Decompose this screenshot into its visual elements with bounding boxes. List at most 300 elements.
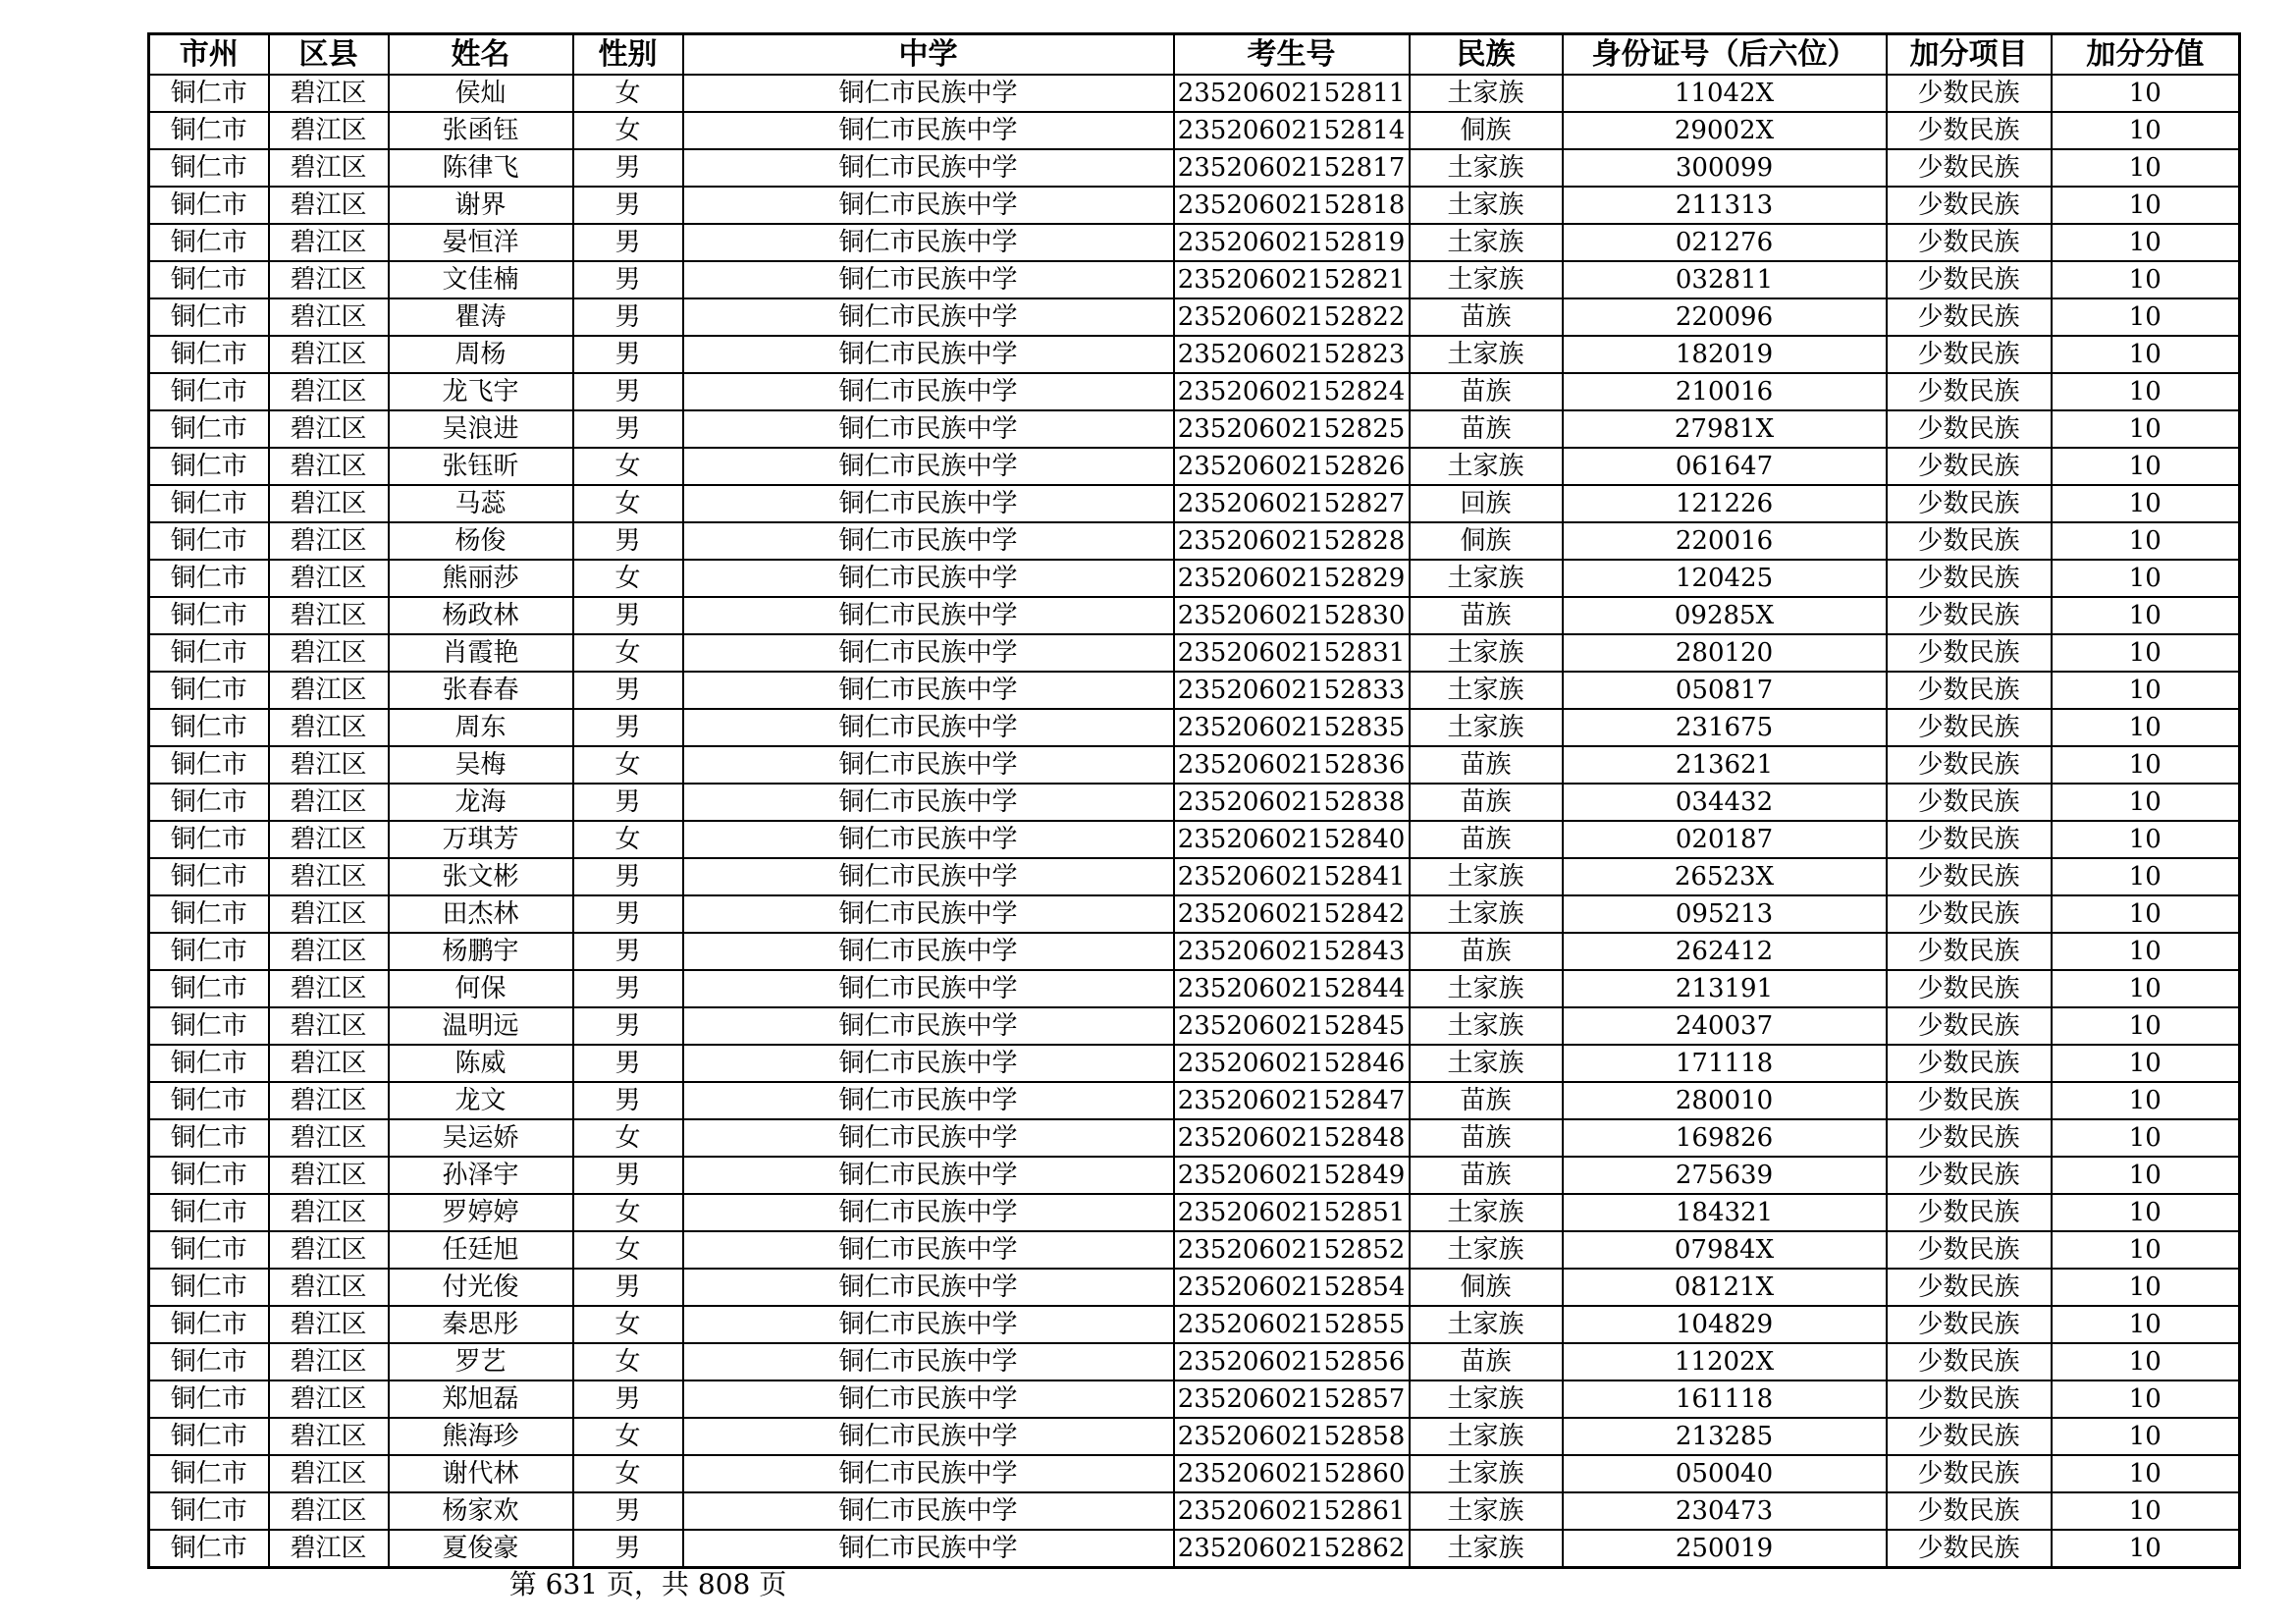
cell-district: 碧江区 bbox=[269, 1455, 389, 1492]
cell-bonus-item: 少数民族 bbox=[1887, 1380, 2052, 1418]
cell-city: 铜仁市 bbox=[149, 597, 269, 634]
cell-bonus-value: 10 bbox=[2052, 485, 2240, 522]
cell-bonus-value: 10 bbox=[2052, 1194, 2240, 1231]
cell-id-last-six: 240037 bbox=[1563, 1007, 1887, 1045]
cell-name: 杨家欢 bbox=[389, 1492, 573, 1530]
cell-name: 张函钰 bbox=[389, 112, 573, 149]
header-bonus-item: 加分项目 bbox=[1887, 34, 2052, 76]
cell-ethnicity: 苗族 bbox=[1410, 373, 1563, 410]
cell-district: 碧江区 bbox=[269, 187, 389, 224]
cell-exam-number: 23520602152818 bbox=[1174, 187, 1410, 224]
cell-gender: 男 bbox=[573, 1269, 683, 1306]
table-row bbox=[149, 1119, 2240, 1157]
table-row bbox=[149, 1007, 2240, 1045]
cell-ethnicity: 侗族 bbox=[1410, 1269, 1563, 1306]
table-row bbox=[149, 1157, 2240, 1194]
cell-bonus-item: 少数民族 bbox=[1887, 1157, 2052, 1194]
cell-bonus-value: 10 bbox=[2052, 1455, 2240, 1492]
cell-bonus-item: 少数民族 bbox=[1887, 410, 2052, 448]
table-row bbox=[149, 970, 2240, 1007]
table-row bbox=[149, 933, 2240, 970]
cell-exam-number: 23520602152831 bbox=[1174, 634, 1410, 672]
cell-city: 铜仁市 bbox=[149, 1231, 269, 1269]
cell-city: 铜仁市 bbox=[149, 1492, 269, 1530]
cell-city: 铜仁市 bbox=[149, 746, 269, 784]
cell-exam-number: 23520602152860 bbox=[1174, 1455, 1410, 1492]
table-row bbox=[149, 448, 2240, 485]
cell-id-last-six: 08121X bbox=[1563, 1269, 1887, 1306]
cell-gender: 男 bbox=[573, 784, 683, 821]
cell-name: 陈威 bbox=[389, 1045, 573, 1082]
cell-id-last-six: 161118 bbox=[1563, 1380, 1887, 1418]
cell-school: 铜仁市民族中学 bbox=[683, 858, 1174, 895]
cell-school: 铜仁市民族中学 bbox=[683, 1119, 1174, 1157]
cell-name: 龙文 bbox=[389, 1082, 573, 1119]
cell-bonus-value: 10 bbox=[2052, 1418, 2240, 1455]
cell-school: 铜仁市民族中学 bbox=[683, 1306, 1174, 1343]
cell-name: 任廷旭 bbox=[389, 1231, 573, 1269]
cell-city: 铜仁市 bbox=[149, 709, 269, 746]
cell-city: 铜仁市 bbox=[149, 410, 269, 448]
table-row bbox=[149, 746, 2240, 784]
cell-district: 碧江区 bbox=[269, 149, 389, 187]
cell-id-last-six: 220016 bbox=[1563, 522, 1887, 560]
cell-bonus-item: 少数民族 bbox=[1887, 597, 2052, 634]
cell-bonus-value: 10 bbox=[2052, 746, 2240, 784]
cell-bonus-value: 10 bbox=[2052, 560, 2240, 597]
table-row bbox=[149, 560, 2240, 597]
cell-bonus-value: 10 bbox=[2052, 970, 2240, 1007]
cell-bonus-item: 少数民族 bbox=[1887, 373, 2052, 410]
cell-bonus-item: 少数民族 bbox=[1887, 75, 2052, 112]
cell-ethnicity: 土家族 bbox=[1410, 149, 1563, 187]
cell-id-last-six: 210016 bbox=[1563, 373, 1887, 410]
cell-ethnicity: 土家族 bbox=[1410, 1455, 1563, 1492]
cell-bonus-value: 10 bbox=[2052, 187, 2240, 224]
cell-ethnicity: 土家族 bbox=[1410, 634, 1563, 672]
cell-district: 碧江区 bbox=[269, 560, 389, 597]
cell-ethnicity: 土家族 bbox=[1410, 560, 1563, 597]
cell-ethnicity: 苗族 bbox=[1410, 1343, 1563, 1380]
cell-bonus-value: 10 bbox=[2052, 373, 2240, 410]
cell-district: 碧江区 bbox=[269, 784, 389, 821]
cell-bonus-item: 少数民族 bbox=[1887, 784, 2052, 821]
cell-city: 铜仁市 bbox=[149, 1343, 269, 1380]
table-row bbox=[149, 1418, 2240, 1455]
cell-bonus-value: 10 bbox=[2052, 75, 2240, 112]
cell-exam-number: 23520602152833 bbox=[1174, 672, 1410, 709]
cell-gender: 男 bbox=[573, 1045, 683, 1082]
table-body bbox=[149, 75, 2240, 1568]
cell-ethnicity: 苗族 bbox=[1410, 933, 1563, 970]
cell-name: 温明远 bbox=[389, 1007, 573, 1045]
cell-ethnicity: 苗族 bbox=[1410, 746, 1563, 784]
cell-ethnicity: 侗族 bbox=[1410, 522, 1563, 560]
cell-city: 铜仁市 bbox=[149, 1045, 269, 1082]
cell-gender: 男 bbox=[573, 298, 683, 336]
cell-district: 碧江区 bbox=[269, 1045, 389, 1082]
cell-ethnicity: 苗族 bbox=[1410, 298, 1563, 336]
cell-school: 铜仁市民族中学 bbox=[683, 1082, 1174, 1119]
cell-gender: 女 bbox=[573, 1343, 683, 1380]
cell-gender: 男 bbox=[573, 224, 683, 261]
cell-id-last-six: 050817 bbox=[1563, 672, 1887, 709]
cell-school: 铜仁市民族中学 bbox=[683, 112, 1174, 149]
cell-bonus-value: 10 bbox=[2052, 1306, 2240, 1343]
cell-school: 铜仁市民族中学 bbox=[683, 75, 1174, 112]
cell-gender: 男 bbox=[573, 261, 683, 298]
header-bonus-value: 加分分值 bbox=[2052, 34, 2240, 76]
cell-name: 罗婷婷 bbox=[389, 1194, 573, 1231]
cell-name: 张钰昕 bbox=[389, 448, 573, 485]
cell-district: 碧江区 bbox=[269, 485, 389, 522]
cell-school: 铜仁市民族中学 bbox=[683, 410, 1174, 448]
cell-gender: 男 bbox=[573, 895, 683, 933]
cell-id-last-six: 104829 bbox=[1563, 1306, 1887, 1343]
cell-bonus-item: 少数民族 bbox=[1887, 970, 2052, 1007]
cell-school: 铜仁市民族中学 bbox=[683, 1343, 1174, 1380]
cell-name: 马蕊 bbox=[389, 485, 573, 522]
cell-ethnicity: 土家族 bbox=[1410, 970, 1563, 1007]
table-row bbox=[149, 1492, 2240, 1530]
cell-bonus-value: 10 bbox=[2052, 224, 2240, 261]
cell-city: 铜仁市 bbox=[149, 448, 269, 485]
cell-bonus-item: 少数民族 bbox=[1887, 1045, 2052, 1082]
cell-bonus-item: 少数民族 bbox=[1887, 522, 2052, 560]
header-exam-number: 考生号 bbox=[1174, 34, 1410, 76]
cell-city: 铜仁市 bbox=[149, 112, 269, 149]
cell-district: 碧江区 bbox=[269, 597, 389, 634]
cell-bonus-value: 10 bbox=[2052, 709, 2240, 746]
cell-district: 碧江区 bbox=[269, 336, 389, 373]
cell-city: 铜仁市 bbox=[149, 560, 269, 597]
cell-bonus-item: 少数民族 bbox=[1887, 298, 2052, 336]
table-row bbox=[149, 709, 2240, 746]
cell-gender: 男 bbox=[573, 597, 683, 634]
cell-ethnicity: 土家族 bbox=[1410, 448, 1563, 485]
cell-gender: 男 bbox=[573, 1082, 683, 1119]
cell-name: 杨鹏宇 bbox=[389, 933, 573, 970]
cell-district: 碧江区 bbox=[269, 1530, 389, 1568]
cell-ethnicity: 土家族 bbox=[1410, 1530, 1563, 1568]
cell-name: 孙泽宇 bbox=[389, 1157, 573, 1194]
cell-district: 碧江区 bbox=[269, 709, 389, 746]
cell-gender: 男 bbox=[573, 1157, 683, 1194]
cell-city: 铜仁市 bbox=[149, 187, 269, 224]
cell-bonus-value: 10 bbox=[2052, 858, 2240, 895]
cell-exam-number: 23520602152852 bbox=[1174, 1231, 1410, 1269]
cell-exam-number: 23520602152841 bbox=[1174, 858, 1410, 895]
cell-bonus-value: 10 bbox=[2052, 1380, 2240, 1418]
cell-city: 铜仁市 bbox=[149, 933, 269, 970]
cell-bonus-value: 10 bbox=[2052, 410, 2240, 448]
cell-exam-number: 23520602152821 bbox=[1174, 261, 1410, 298]
cell-city: 铜仁市 bbox=[149, 149, 269, 187]
table-row bbox=[149, 336, 2240, 373]
cell-name: 周东 bbox=[389, 709, 573, 746]
cell-city: 铜仁市 bbox=[149, 224, 269, 261]
cell-school: 铜仁市民族中学 bbox=[683, 1492, 1174, 1530]
cell-gender: 男 bbox=[573, 1530, 683, 1568]
cell-city: 铜仁市 bbox=[149, 298, 269, 336]
cell-exam-number: 23520602152848 bbox=[1174, 1119, 1410, 1157]
cell-district: 碧江区 bbox=[269, 1418, 389, 1455]
cell-bonus-item: 少数民族 bbox=[1887, 746, 2052, 784]
cell-exam-number: 23520602152830 bbox=[1174, 597, 1410, 634]
cell-city: 铜仁市 bbox=[149, 1455, 269, 1492]
cell-city: 铜仁市 bbox=[149, 336, 269, 373]
cell-name: 瞿涛 bbox=[389, 298, 573, 336]
cell-ethnicity: 回族 bbox=[1410, 485, 1563, 522]
cell-exam-number: 23520602152822 bbox=[1174, 298, 1410, 336]
cell-district: 碧江区 bbox=[269, 224, 389, 261]
cell-district: 碧江区 bbox=[269, 895, 389, 933]
cell-district: 碧江区 bbox=[269, 75, 389, 112]
cell-bonus-item: 少数民族 bbox=[1887, 149, 2052, 187]
cell-bonus-value: 10 bbox=[2052, 933, 2240, 970]
cell-ethnicity: 苗族 bbox=[1410, 410, 1563, 448]
cell-gender: 男 bbox=[573, 336, 683, 373]
cell-bonus-item: 少数民族 bbox=[1887, 672, 2052, 709]
cell-id-last-six: 213621 bbox=[1563, 746, 1887, 784]
cell-school: 铜仁市民族中学 bbox=[683, 970, 1174, 1007]
table-row bbox=[149, 1343, 2240, 1380]
cell-bonus-value: 10 bbox=[2052, 597, 2240, 634]
cell-city: 铜仁市 bbox=[149, 1007, 269, 1045]
cell-id-last-six: 032811 bbox=[1563, 261, 1887, 298]
table-row bbox=[149, 149, 2240, 187]
cell-name: 杨政林 bbox=[389, 597, 573, 634]
cell-city: 铜仁市 bbox=[149, 672, 269, 709]
cell-bonus-value: 10 bbox=[2052, 298, 2240, 336]
cell-bonus-value: 10 bbox=[2052, 448, 2240, 485]
cell-bonus-value: 10 bbox=[2052, 149, 2240, 187]
cell-bonus-item: 少数民族 bbox=[1887, 1530, 2052, 1568]
cell-gender: 男 bbox=[573, 410, 683, 448]
cell-name: 陈律飞 bbox=[389, 149, 573, 187]
cell-id-last-six: 211313 bbox=[1563, 187, 1887, 224]
cell-id-last-six: 220096 bbox=[1563, 298, 1887, 336]
table-row bbox=[149, 1380, 2240, 1418]
cell-bonus-item: 少数民族 bbox=[1887, 1418, 2052, 1455]
cell-exam-number: 23520602152845 bbox=[1174, 1007, 1410, 1045]
cell-bonus-item: 少数民族 bbox=[1887, 261, 2052, 298]
cell-name: 夏俊豪 bbox=[389, 1530, 573, 1568]
cell-district: 碧江区 bbox=[269, 746, 389, 784]
cell-district: 碧江区 bbox=[269, 1082, 389, 1119]
cell-gender: 男 bbox=[573, 1380, 683, 1418]
cell-ethnicity: 苗族 bbox=[1410, 784, 1563, 821]
cell-school: 铜仁市民族中学 bbox=[683, 634, 1174, 672]
cell-id-last-six: 11202X bbox=[1563, 1343, 1887, 1380]
cell-exam-number: 23520602152829 bbox=[1174, 560, 1410, 597]
cell-district: 碧江区 bbox=[269, 448, 389, 485]
cell-name: 吴浪进 bbox=[389, 410, 573, 448]
cell-bonus-item: 少数民族 bbox=[1887, 634, 2052, 672]
header-row bbox=[149, 34, 2240, 76]
cell-name: 付光俊 bbox=[389, 1269, 573, 1306]
cell-bonus-item: 少数民族 bbox=[1887, 1343, 2052, 1380]
cell-district: 碧江区 bbox=[269, 970, 389, 1007]
cell-name: 龙飞宇 bbox=[389, 373, 573, 410]
table-row bbox=[149, 858, 2240, 895]
cell-id-last-six: 300099 bbox=[1563, 149, 1887, 187]
cell-name: 谢界 bbox=[389, 187, 573, 224]
cell-id-last-six: 230473 bbox=[1563, 1492, 1887, 1530]
cell-city: 铜仁市 bbox=[149, 784, 269, 821]
cell-exam-number: 23520602152817 bbox=[1174, 149, 1410, 187]
cell-school: 铜仁市民族中学 bbox=[683, 149, 1174, 187]
cell-bonus-item: 少数民族 bbox=[1887, 1007, 2052, 1045]
header-id-last-six: 身份证号（后六位） bbox=[1563, 34, 1887, 76]
cell-exam-number: 23520602152851 bbox=[1174, 1194, 1410, 1231]
cell-id-last-six: 095213 bbox=[1563, 895, 1887, 933]
cell-id-last-six: 27981X bbox=[1563, 410, 1887, 448]
cell-name: 张春春 bbox=[389, 672, 573, 709]
cell-bonus-item: 少数民族 bbox=[1887, 1082, 2052, 1119]
cell-ethnicity: 土家族 bbox=[1410, 895, 1563, 933]
cell-bonus-item: 少数民族 bbox=[1887, 1455, 2052, 1492]
cell-name: 万琪芳 bbox=[389, 821, 573, 858]
cell-school: 铜仁市民族中学 bbox=[683, 187, 1174, 224]
table-row bbox=[149, 1306, 2240, 1343]
cell-ethnicity: 土家族 bbox=[1410, 1045, 1563, 1082]
cell-gender: 女 bbox=[573, 746, 683, 784]
cell-name: 周杨 bbox=[389, 336, 573, 373]
cell-city: 铜仁市 bbox=[149, 373, 269, 410]
cell-exam-number: 23520602152843 bbox=[1174, 933, 1410, 970]
cell-city: 铜仁市 bbox=[149, 821, 269, 858]
cell-school: 铜仁市民族中学 bbox=[683, 485, 1174, 522]
cell-gender: 女 bbox=[573, 112, 683, 149]
table-row bbox=[149, 1045, 2240, 1082]
cell-city: 铜仁市 bbox=[149, 1194, 269, 1231]
cell-exam-number: 23520602152836 bbox=[1174, 746, 1410, 784]
cell-school: 铜仁市民族中学 bbox=[683, 1530, 1174, 1568]
cell-city: 铜仁市 bbox=[149, 1119, 269, 1157]
table-row bbox=[149, 1194, 2240, 1231]
cell-district: 碧江区 bbox=[269, 261, 389, 298]
cell-bonus-value: 10 bbox=[2052, 112, 2240, 149]
cell-gender: 女 bbox=[573, 1194, 683, 1231]
cell-bonus-item: 少数民族 bbox=[1887, 485, 2052, 522]
cell-city: 铜仁市 bbox=[149, 1530, 269, 1568]
cell-exam-number: 23520602152844 bbox=[1174, 970, 1410, 1007]
cell-bonus-value: 10 bbox=[2052, 634, 2240, 672]
cell-id-last-six: 26523X bbox=[1563, 858, 1887, 895]
cell-name: 杨俊 bbox=[389, 522, 573, 560]
table-row bbox=[149, 821, 2240, 858]
cell-id-last-six: 182019 bbox=[1563, 336, 1887, 373]
cell-gender: 男 bbox=[573, 149, 683, 187]
cell-bonus-value: 10 bbox=[2052, 1492, 2240, 1530]
cell-gender: 男 bbox=[573, 373, 683, 410]
cell-id-last-six: 231675 bbox=[1563, 709, 1887, 746]
cell-exam-number: 23520602152824 bbox=[1174, 373, 1410, 410]
cell-bonus-item: 少数民族 bbox=[1887, 1269, 2052, 1306]
table-row bbox=[149, 1455, 2240, 1492]
header-gender: 性别 bbox=[573, 34, 683, 76]
cell-gender: 男 bbox=[573, 933, 683, 970]
table-row bbox=[149, 634, 2240, 672]
cell-school: 铜仁市民族中学 bbox=[683, 224, 1174, 261]
cell-school: 铜仁市民族中学 bbox=[683, 1157, 1174, 1194]
cell-school: 铜仁市民族中学 bbox=[683, 895, 1174, 933]
cell-gender: 女 bbox=[573, 1306, 683, 1343]
cell-bonus-value: 10 bbox=[2052, 261, 2240, 298]
cell-bonus-item: 少数民族 bbox=[1887, 560, 2052, 597]
cell-bonus-item: 少数民族 bbox=[1887, 448, 2052, 485]
cell-ethnicity: 土家族 bbox=[1410, 1007, 1563, 1045]
cell-exam-number: 23520602152861 bbox=[1174, 1492, 1410, 1530]
bonus-points-table bbox=[147, 32, 2241, 1569]
table-row bbox=[149, 672, 2240, 709]
table-row bbox=[149, 224, 2240, 261]
cell-exam-number: 23520602152862 bbox=[1174, 1530, 1410, 1568]
cell-district: 碧江区 bbox=[269, 672, 389, 709]
cell-bonus-value: 10 bbox=[2052, 672, 2240, 709]
header-city: 市州 bbox=[149, 34, 269, 76]
table-row bbox=[149, 522, 2240, 560]
table-row bbox=[149, 112, 2240, 149]
cell-exam-number: 23520602152835 bbox=[1174, 709, 1410, 746]
cell-gender: 女 bbox=[573, 485, 683, 522]
cell-bonus-value: 10 bbox=[2052, 821, 2240, 858]
cell-city: 铜仁市 bbox=[149, 1380, 269, 1418]
cell-ethnicity: 土家族 bbox=[1410, 672, 1563, 709]
cell-id-last-six: 280010 bbox=[1563, 1082, 1887, 1119]
header-ethnicity: 民族 bbox=[1410, 34, 1563, 76]
cell-district: 碧江区 bbox=[269, 112, 389, 149]
cell-ethnicity: 侗族 bbox=[1410, 112, 1563, 149]
table-row bbox=[149, 485, 2240, 522]
cell-district: 碧江区 bbox=[269, 634, 389, 672]
cell-district: 碧江区 bbox=[269, 522, 389, 560]
cell-gender: 女 bbox=[573, 1455, 683, 1492]
header-name: 姓名 bbox=[389, 34, 573, 76]
cell-exam-number: 23520602152819 bbox=[1174, 224, 1410, 261]
cell-ethnicity: 土家族 bbox=[1410, 1492, 1563, 1530]
cell-city: 铜仁市 bbox=[149, 522, 269, 560]
cell-id-last-six: 250019 bbox=[1563, 1530, 1887, 1568]
cell-gender: 女 bbox=[573, 634, 683, 672]
cell-school: 铜仁市民族中学 bbox=[683, 261, 1174, 298]
cell-bonus-item: 少数民族 bbox=[1887, 933, 2052, 970]
cell-id-last-six: 061647 bbox=[1563, 448, 1887, 485]
cell-ethnicity: 土家族 bbox=[1410, 336, 1563, 373]
cell-id-last-six: 09285X bbox=[1563, 597, 1887, 634]
cell-bonus-item: 少数民族 bbox=[1887, 895, 2052, 933]
cell-bonus-item: 少数民族 bbox=[1887, 1119, 2052, 1157]
cell-exam-number: 23520602152840 bbox=[1174, 821, 1410, 858]
header-district: 区县 bbox=[269, 34, 389, 76]
cell-school: 铜仁市民族中学 bbox=[683, 1418, 1174, 1455]
cell-name: 熊海珍 bbox=[389, 1418, 573, 1455]
cell-gender: 女 bbox=[573, 1231, 683, 1269]
cell-name: 郑旭磊 bbox=[389, 1380, 573, 1418]
cell-district: 碧江区 bbox=[269, 1194, 389, 1231]
cell-bonus-value: 10 bbox=[2052, 1007, 2240, 1045]
cell-bonus-item: 少数民族 bbox=[1887, 187, 2052, 224]
cell-id-last-six: 280120 bbox=[1563, 634, 1887, 672]
cell-city: 铜仁市 bbox=[149, 261, 269, 298]
cell-bonus-item: 少数民族 bbox=[1887, 858, 2052, 895]
cell-bonus-item: 少数民族 bbox=[1887, 1194, 2052, 1231]
cell-bonus-value: 10 bbox=[2052, 895, 2240, 933]
cell-bonus-value: 10 bbox=[2052, 1231, 2240, 1269]
cell-name: 肖霞艳 bbox=[389, 634, 573, 672]
cell-district: 碧江区 bbox=[269, 1157, 389, 1194]
